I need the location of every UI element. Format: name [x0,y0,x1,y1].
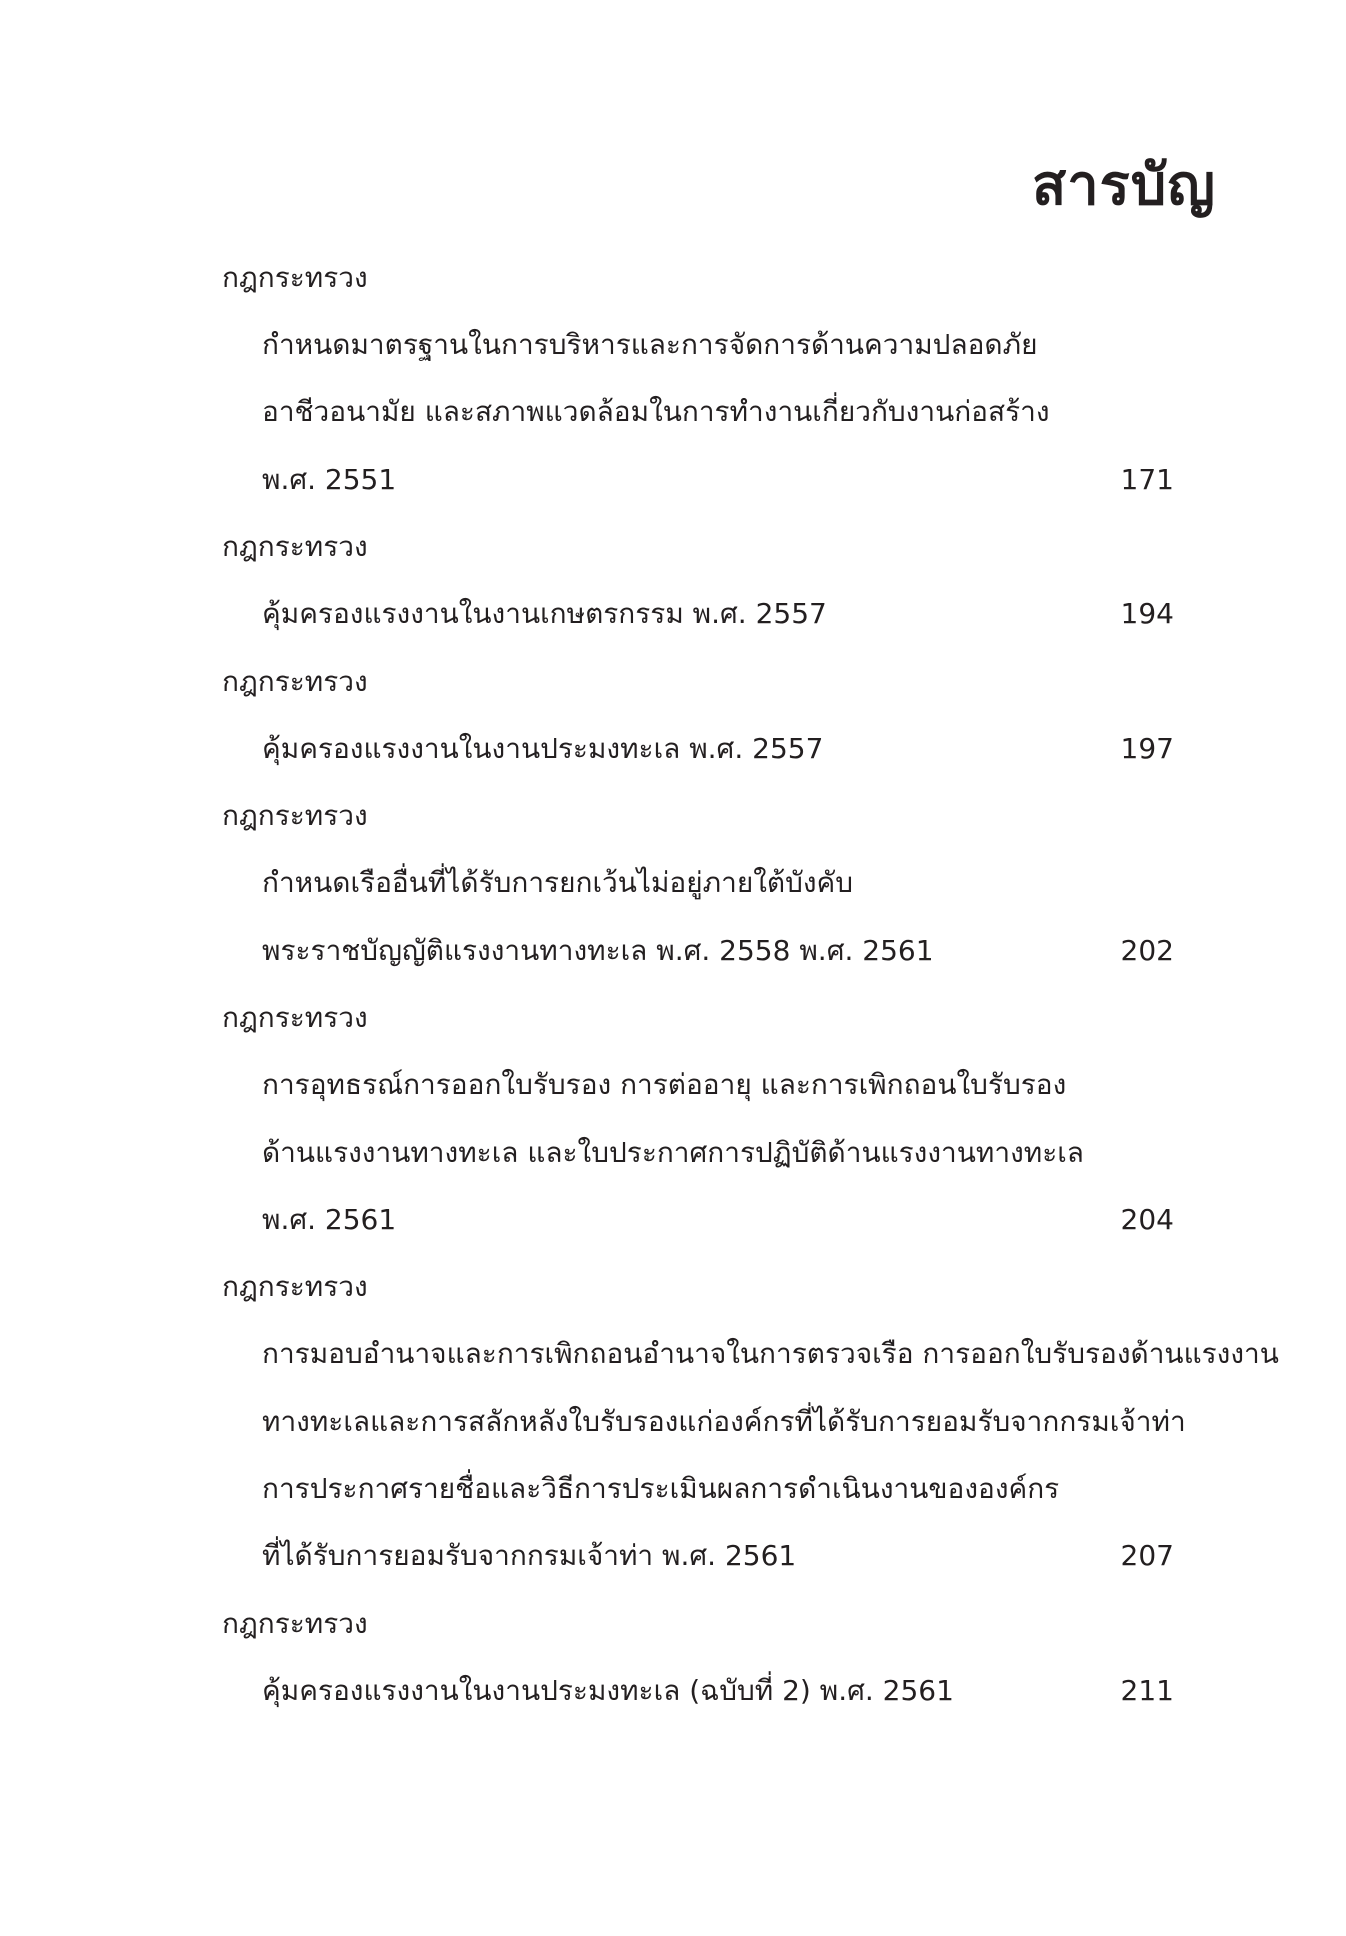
toc-page-number: 204 [1120,1203,1174,1236]
toc-entry-line: พระราชบัญญัติแรงงานทางทะเล พ.ศ. 2558 พ.ศ. 2561 [262,934,934,967]
toc-entry-line: คุ้มครองแรงงานในงานเกษตรกรรม พ.ศ. 2557 [262,597,827,630]
toc-page-number: 202 [1120,934,1174,967]
toc-entry-line: ทางทะเลและการสลักหลังใบรับรองแก่องค์กรที่ได้รับการยอมรับจากกรมเจ้าท่า [262,1405,1186,1438]
toc-heading: กฎกระทรวง [222,261,368,294]
toc-heading: กฎกระทรวง [222,530,368,563]
toc-page-number: 197 [1120,732,1174,765]
toc-entry-line: กำหนดมาตรฐานในการบริหารและการจัดการด้านความปลอดภัย [262,328,1038,361]
toc-entry-line: การมอบอำนาจและการเพิกถอนอำนาจในการตรวจเรือ การออกใบรับรองด้านแรงงาน [262,1337,1279,1370]
toc-heading: กฎกระทรวง [222,1001,368,1034]
toc-entry-line: การประกาศรายชื่อและวิธีการประเมินผลการดำเนินงานขององค์กร [262,1472,1060,1505]
toc-page-number: 171 [1120,463,1174,496]
toc-heading: กฎกระทรวง [222,1270,368,1303]
toc-heading: กฎกระทรวง [222,665,368,698]
toc-entry-line: คุ้มครองแรงงานในงานประมงทะเล พ.ศ. 2557 [262,732,824,765]
toc-entry-line: กำหนดเรืออื่นที่ได้รับการยกเว้นไม่อยู่ภายใต้บังคับ [262,866,854,899]
toc-heading: กฎกระทรวง [222,799,368,832]
toc-page-number: 211 [1120,1674,1174,1707]
toc-entry-line: ที่ได้รับการยอมรับจากกรมเจ้าท่า พ.ศ. 2561 [262,1539,797,1572]
toc-entry-line: คุ้มครองแรงงานในงานประมงทะเล (ฉบับที่ 2) พ.ศ. 2561 [262,1674,954,1707]
toc-entry-line: ด้านแรงงานทางทะเล และใบประกาศการปฏิบัติด้านแรงงานทางทะเล [262,1136,1084,1169]
toc-page-number: 207 [1120,1539,1174,1572]
page-title: สารบัญ [1032,153,1216,218]
toc-page-number: 194 [1120,597,1174,630]
toc-entry-line: พ.ศ. 2561 [262,1203,397,1236]
toc-entry-line: อาชีวอนามัย และสภาพแวดล้อมในการทำงานเกี่ยวกับงานก่อสร้าง [262,395,1050,428]
toc-entry-line: การอุทธรณ์การออกใบรับรอง การต่ออายุ และการเพิกถอนใบรับรอง [262,1068,1067,1101]
toc-entry-line: พ.ศ. 2551 [262,463,397,496]
toc-heading: กฎกระทรวง [222,1607,368,1640]
